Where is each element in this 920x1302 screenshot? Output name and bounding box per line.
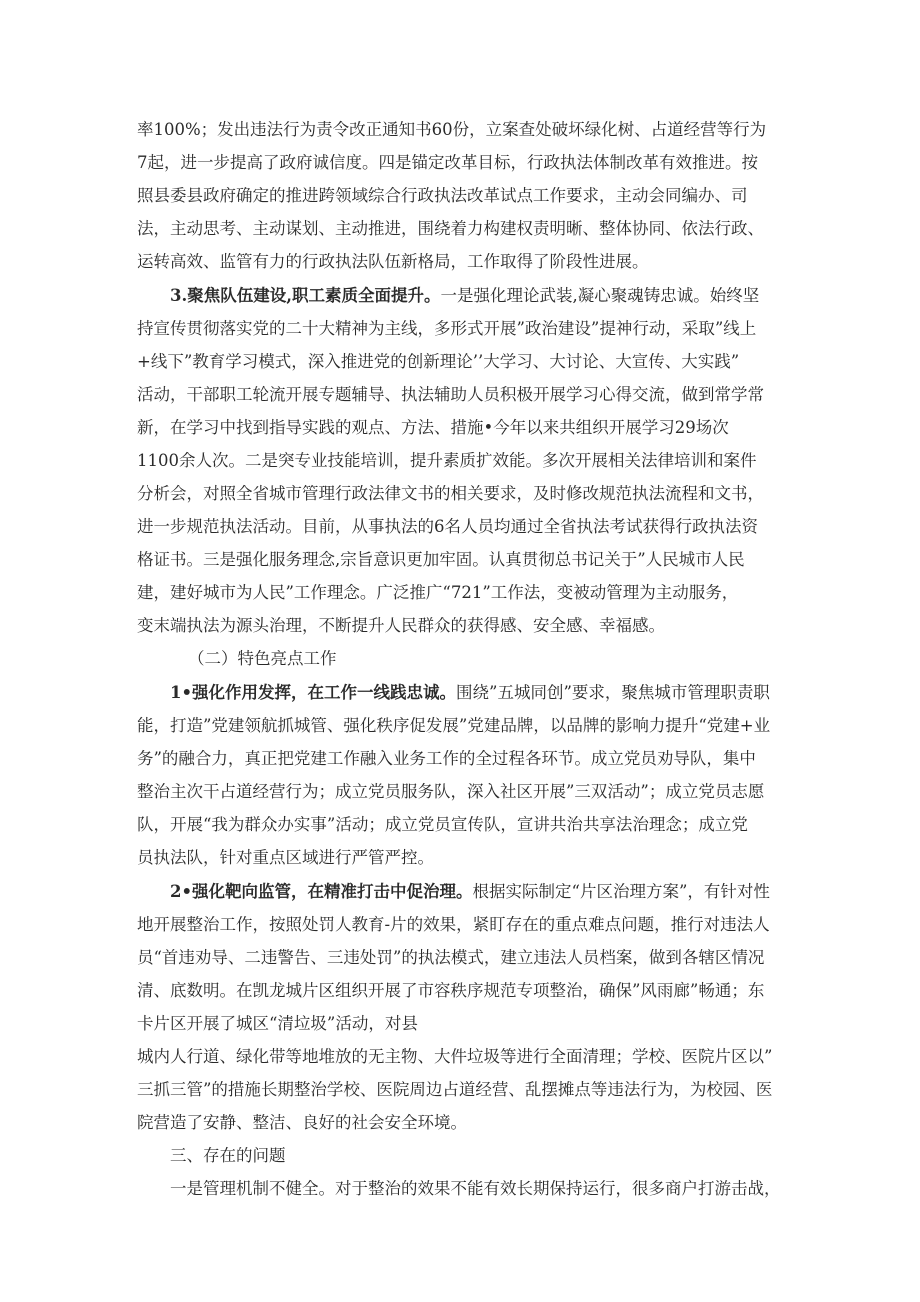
item-heading-line bbox=[170, 682, 770, 704]
text-run: 一是强化理论武装,凝心聚魂铸忠诚。始终坚 bbox=[440, 286, 760, 305]
section-heading: 3.聚焦队伍建设,职工素质全面提升。 bbox=[170, 286, 441, 305]
text-line: 持宣传贯彻落实党的二十大精神为主线，多形式开展”政治建设”提神行动，采取”线上 bbox=[137, 319, 757, 338]
text-line: 能，打造”党建领航抓城管、强化秩序促发展”党建品牌，以品牌的影响力提升“党建+业 bbox=[137, 716, 771, 735]
text-line: 队，开展“我为群众办实事”活动；成立党员宣传队，宣讲共治共享法治理念；成立党 bbox=[137, 815, 748, 834]
text-line: 院营造了安静、整洁、良好的社会安全环境。 bbox=[137, 1113, 467, 1132]
text-line: 卡片区开展了城区“清垃圾”活动，对县 bbox=[137, 1014, 418, 1033]
text-line: 城内人行道、绿化带等地堆放的无主物、大件垃圾等进行全面清理；学校、医院片区以” bbox=[137, 1047, 773, 1066]
text-line: 法，主动思考、主动谋划、主动推进，围绕着力构建权责明晰、整体协同、依法行政、 bbox=[137, 219, 764, 238]
text-line: +线下”教育学习模式，深入推进党的创新理论’’大学习、大讨论、大宣传、大实践” bbox=[137, 352, 740, 371]
text-line: 7起，进一步提高了政府诚信度。四是锚定改革目标，行政执法体制改革有效推进。按 bbox=[137, 153, 758, 172]
item-heading: 2•强化靶向监管，在精准打击中促治理。 bbox=[170, 882, 473, 901]
text-line: 格证书。三是强化服务理念,宗旨意识更加牢固。认真贯彻总书记关于”人民城市人民 bbox=[137, 550, 745, 569]
text-line: 分析会，对照全省城市管理行政法律文书的相关要求，及时修改规范执法流程和文书， bbox=[137, 484, 764, 503]
text-line: 员执法队，针对重点区域进行严管严控。 bbox=[137, 848, 434, 867]
text-line: 三抓三管”的措施长期整治学校、医院周边占道经营、乱摆摊点等违法行为，为校园、医 bbox=[137, 1080, 773, 1099]
text-line: 1100余人次。二是突专业技能培训，提升素质扩效能。多次开展相关法律培训和案件 bbox=[137, 451, 757, 470]
text-line: 务”的融合力，真正把党建工作融入业务工作的全过程各环节。成立党员劝导队，集中 bbox=[137, 749, 756, 768]
item-heading-line bbox=[170, 881, 770, 903]
text-line: 建，建好城市为人民”工作理念。广泛推广“721”工作法，变被动管理为主动服务， bbox=[137, 583, 739, 602]
section-heading-line bbox=[170, 285, 759, 307]
text-line: 进一步规范执法活动。目前，从事执法的6名人员均通过全省执法考试获得行政执法资 bbox=[137, 517, 758, 536]
text-line: 变末端执法为源头治理，不断提升人民群众的获得感、安全感、幸福感。 bbox=[137, 616, 665, 635]
text-run: 根据实际制定“片区治理方案”，有针对性 bbox=[472, 882, 770, 901]
section-title: 三、存在的问题 bbox=[170, 1146, 286, 1165]
text-line: 地开展整治工作，按照处罚人教育-片的效果，紧盯存在的重点难点问题，推行对违法人 bbox=[137, 915, 770, 934]
text-line: 率100%；发出违法行为责令改正通知书60份，立案查处破坏绿化树、占道经营等行为 bbox=[137, 120, 767, 139]
text-run: 围绕”五城同创”要求，聚焦城市管理职责职 bbox=[456, 683, 770, 702]
text-line: 一是管理机制不健全。对于整治的效果不能有效长期保持运行，很多商户打游击战， bbox=[170, 1179, 781, 1198]
text-line: 新，在学习中找到指导实践的观点、方法、措施•今年以来共组织开展学习29场次 bbox=[137, 418, 729, 437]
text-line: 照县委县政府确定的推进跨领域综合行政执法改革试点工作要求，主动会同编办、司 bbox=[137, 186, 748, 205]
subsection-heading: （二）特色亮点工作 bbox=[188, 649, 337, 668]
text-line: 活动，干部职工轮流开展专题辅导、执法辅助人员积极开展学习心得交流，做到常学常 bbox=[137, 385, 764, 404]
text-line: 整治主次干占道经营行为；成立党员服务队，深入社区开展”三双活动”；成立党员志愿 bbox=[137, 782, 765, 801]
item-heading: 1•强化作用发挥，在工作一线践忠诚。 bbox=[170, 683, 457, 702]
text-line: 运转高效、监管有力的行政执法队伍新格局，工作取得了阶段性进展。 bbox=[137, 252, 649, 271]
text-line: 清、底数明。在凯龙城片区组织开展了市容秩序规范专项整治，确保”风雨廊”畅通；东 bbox=[137, 981, 765, 1000]
text-line: 员“首违劝导、二违警告、三违处罚”的执法模式，建立违法人员档案，做到各辖区情况 bbox=[137, 948, 765, 967]
